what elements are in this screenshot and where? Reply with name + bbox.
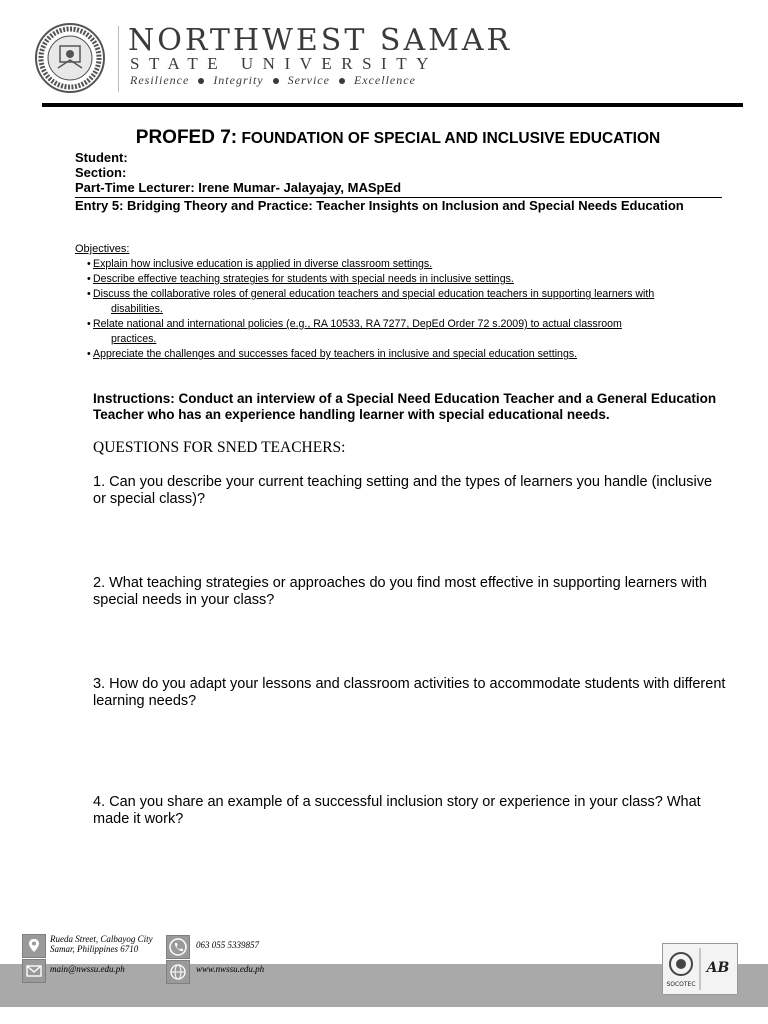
university-name: NORTHWEST SAMAR [128, 23, 513, 58]
questions-heading: QUESTIONS FOR SNED TEACHERS: [93, 439, 346, 456]
objective-text: Appreciate the challenges and successes faced by teachers in inclusive and special education settings. [93, 348, 578, 360]
objective-item [88, 272, 723, 287]
motto-word: Service [287, 73, 330, 87]
university-subtitle: STATE UNIVERSITY [130, 54, 438, 73]
university-motto [130, 73, 416, 88]
university-seal [34, 22, 106, 94]
email-icon [22, 959, 46, 983]
objectives-label: Objectives: [75, 243, 130, 255]
question-2: 2. What teaching strategies or approaches do you find most effective in supporting learners with special needs in your class? [93, 575, 707, 608]
objectives-list [88, 257, 723, 362]
course-title: FOUNDATION OF SPECIAL AND INCLUSIVE EDUCATION [241, 130, 661, 147]
objective-item [88, 287, 723, 317]
address-line-2: Samar, Philippines 6710 [50, 944, 139, 954]
document-title [0, 127, 768, 149]
bullet-dot-icon [273, 78, 279, 84]
cert-left-text: SOCOTEC [666, 981, 696, 988]
header-vertical-divider [118, 26, 119, 92]
cert-right-text: AB [706, 960, 730, 976]
bullet-dot-icon [198, 78, 204, 84]
student-label: Student: [75, 150, 128, 165]
objective-item [88, 257, 723, 272]
location-pin-icon [22, 934, 46, 958]
objective-item [88, 317, 723, 347]
section-label: Section: [75, 165, 127, 180]
question-4: 4. Can you share an example of a successful inclusion story or experience in your class? What made it work? [93, 794, 701, 827]
instructions: Instructions: Conduct an interview of a Special Need Education Teacher and a General Education Teacher who has an experience handling learner with special educational needs. [93, 391, 717, 422]
objective-text: Describe effective teaching strategies for students with special needs in inclusive settings. [93, 273, 514, 285]
lecturer-label: Part-Time Lecturer: Irene Mumar- Jalayajay, MASpEd [75, 180, 402, 195]
question-1: 1. Can you describe your current teaching setting and the types of learners you handle (inclusive or special class)? [93, 474, 713, 507]
header-rule [42, 103, 743, 107]
motto-word: Excellence [353, 73, 416, 87]
objective-text: Relate national and international policies (e.g., RA 10533, RA 7277, DepEd Order 72 s.2009) to actual classroom [93, 318, 622, 330]
globe-icon [166, 960, 190, 984]
objective-continuation: practices. [111, 333, 157, 345]
course-code: PROFED 7: [135, 127, 238, 148]
objective-continuation: disabilities. [111, 303, 163, 315]
question-3: 3. How do you adapt your lessons and classroom activities to accommodate students with different learning needs? [93, 676, 726, 709]
email-address[interactable]: main@nwssu.edu.ph [50, 964, 125, 974]
bullet-dot-icon [339, 78, 345, 84]
objective-text: Discuss the collaborative roles of general education teachers and special education teachers in supporting learners with [93, 288, 655, 300]
motto-word: Resilience [130, 73, 190, 87]
address-line-1: Rueda Street, Calbayog City [50, 934, 153, 944]
phone-icon [166, 935, 190, 959]
entry-title: Entry 5: Bridging Theory and Practice: Teacher Insights on Inclusion and Special Needs Education [75, 198, 684, 213]
objective-text: Explain how inclusive education is applied in diverse classroom settings. [93, 258, 433, 270]
phone-number: 063 055 5339857 [196, 940, 259, 950]
objective-item [88, 347, 723, 362]
website-url[interactable]: www.nwssu.edu.ph [196, 964, 265, 974]
certification-badge [662, 943, 738, 995]
motto-word: Integrity [213, 73, 264, 87]
